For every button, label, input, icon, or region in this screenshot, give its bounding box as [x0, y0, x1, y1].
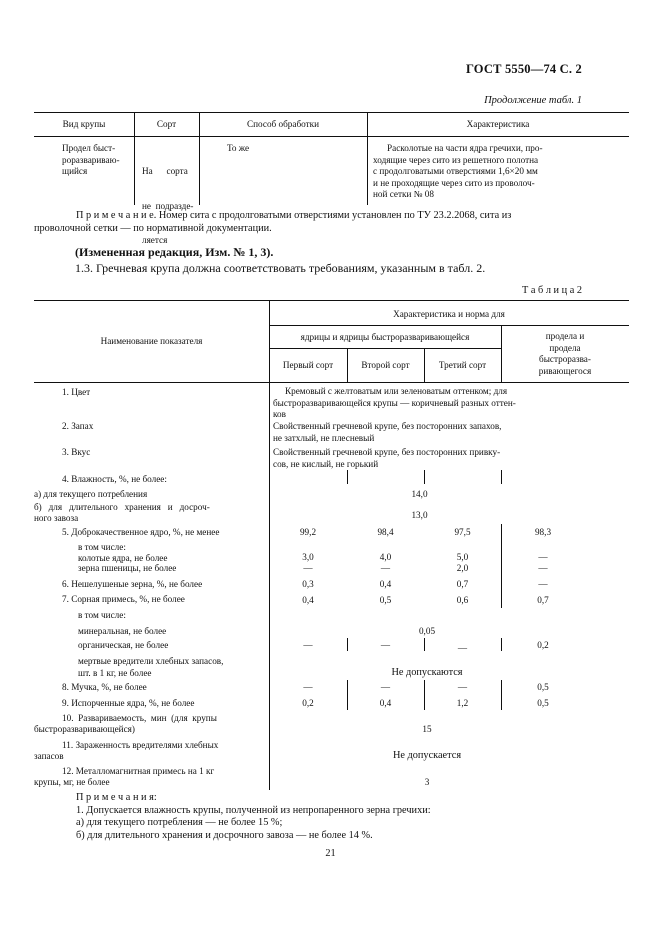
- t1-header-type: Вид крупы: [62, 119, 106, 129]
- t1-header-characteristic: Характеристика: [466, 119, 530, 129]
- row-value-moisture-a: 14,0: [411, 489, 428, 499]
- wheat-second: —: [380, 563, 391, 573]
- good-first: 99,2: [299, 527, 317, 537]
- row-name-including-2: в том числе:: [78, 610, 126, 620]
- wheat-first: —: [303, 563, 313, 573]
- good-third: 97,5: [454, 527, 471, 537]
- table2-caption: Т а б л и ц а 2: [522, 285, 582, 296]
- weed-first: 0,4: [302, 595, 314, 605]
- row-name-including: в том числе:: [78, 542, 126, 552]
- row-name-mineral: минеральная, не более: [78, 626, 167, 636]
- t2-header-indicator: Наименование показателя: [100, 336, 203, 346]
- row-name-metal-1: 12. Металломагнитная примесь на 1 кг: [62, 766, 215, 776]
- row-name-taste: 3. Вкус: [62, 447, 91, 457]
- row-name-pests-dead-2: шт. в 1 кг, не более: [78, 668, 152, 678]
- unhulled-prodel: —: [538, 579, 548, 589]
- split-prodel: —: [538, 552, 548, 562]
- t2-header-third: Третий сорт: [438, 360, 487, 370]
- revision-note: (Измененная редакция, Изм. № 1, 3).: [75, 245, 274, 259]
- row-value-smell: Свойственный гречневой крупе, без посторонних запахов, не затхлый, не плесневый: [273, 421, 502, 443]
- spoiled-third: 1,2: [456, 698, 469, 708]
- row-value-color: Кремовый с желтоватым или зеленоватым оттенком; для быстроразваривающейся крупы — коричневый разных оттен- ков: [273, 386, 516, 419]
- t1-header-grade: Сорт: [156, 119, 177, 129]
- organic-third: —: [457, 643, 468, 653]
- organic-prodel: 0,2: [537, 640, 549, 650]
- row-name-boil-2: быстроразваривающейся): [34, 724, 135, 734]
- split-first: 3,0: [302, 552, 314, 562]
- spoiled-first: 0,2: [302, 698, 314, 708]
- flour-first: —: [303, 682, 313, 692]
- unhulled-first: 0,3: [302, 579, 314, 589]
- t1-cell-grade: На сорта не подразде- ляется: [142, 166, 194, 245]
- weed-second: 0,5: [379, 595, 392, 605]
- t2-header-second: Второй сорт: [361, 360, 410, 370]
- unhulled-third: 0,7: [456, 579, 469, 589]
- row-name-organic: органическая, не более: [78, 640, 169, 650]
- table2-notes: П р и м е ч а н и я: 1. Допускается влажность крупы, полученной из непропаренного зерна гречихи: а) для текущего потребления — не более 15 %; б) для длительного хранения и досрочного завоза — не более 14 %.: [76, 792, 431, 841]
- row-name-spoiled: 9. Испорченные ядра, %, не более: [62, 698, 195, 708]
- metal-value: 3: [424, 777, 430, 787]
- flour-prodel: 0,5: [537, 682, 549, 692]
- row-name-infest-2: запасов: [34, 751, 64, 761]
- row-name-moisture-b1: б) для длительного хранения и досроч-: [34, 502, 210, 512]
- row-name-moisture: 4. Влажность, %, не более:: [62, 474, 167, 484]
- row-name-flour: 8. Мучка, %, не более: [62, 682, 147, 692]
- t2-header-first: Первый сорт: [282, 360, 334, 370]
- row-name-moisture-b2: ного завоза: [34, 513, 79, 523]
- split-second: 4,0: [379, 552, 392, 562]
- unhulled-second: 0,4: [379, 579, 392, 589]
- row-name-split: колотые ядра, не более: [78, 553, 168, 563]
- page-number: 21: [325, 848, 336, 859]
- flour-third: —: [457, 682, 468, 692]
- row-name-wheat: зерна пшеницы, не более: [78, 563, 177, 573]
- row-name-unhulled: 6. Нешелушеные зерна, %, не более: [62, 579, 203, 589]
- t2-header-kernel: ядрицы и ядрицы быстроразваривающейся: [300, 332, 470, 342]
- t2-header-prodel: продела и продела быстроразва- ривающегося: [538, 331, 592, 376]
- row-name-weed: 7. Сорная примесь, %, не более: [62, 594, 185, 604]
- row-value-taste: Свойственный гречневой крупе, без посторонних привку- сов, не кислый, не горький: [273, 447, 501, 469]
- row-value-moisture-b: 13,0: [411, 510, 428, 520]
- organic-first: —: [303, 640, 313, 650]
- row-name-pests-dead-1: мертвые вредители хлебных запасов,: [78, 656, 224, 666]
- row-name-good-kernel: 5. Доброкачественное ядро, %, не менее: [62, 527, 220, 537]
- flour-second: —: [380, 682, 391, 692]
- weed-third: 0,6: [456, 595, 469, 605]
- page-header-title: ГОСТ 5550—74 С. 2: [465, 62, 582, 76]
- clause-1-3: 1.3. Гречневая крупа должна соответствовать требованиям, указанным в табл. 2.: [75, 261, 486, 275]
- boil-value: 15: [422, 724, 432, 734]
- spoiled-prodel: 0,5: [537, 698, 549, 708]
- row-name-metal-2: крупы, мг, не более: [34, 777, 110, 787]
- table1-note: П р и м е ч а н и е. Номер сита с продолговатыми отверстиями установлен по ТУ 23.2.2068, сита из проволочной сетки — по нормативной документации.: [34, 210, 512, 234]
- wheat-third: 2,0: [456, 563, 469, 573]
- row-name-color: 1. Цвет: [62, 387, 91, 397]
- t1-header-method: Способ обработки: [247, 119, 319, 129]
- spoiled-second: 0,4: [379, 698, 392, 708]
- split-third: 5,0: [456, 552, 469, 562]
- organic-second: —: [380, 640, 391, 650]
- row-name-smell: 2. Запах: [62, 421, 94, 431]
- good-second: 98,4: [377, 527, 394, 537]
- infest-value: Не допускается: [392, 750, 462, 761]
- row-name-infest-1: 11. Зараженность вредителями хлебных: [62, 740, 219, 750]
- wheat-prodel: —: [538, 563, 548, 573]
- t2-header-group: Характеристика и норма для: [393, 309, 505, 319]
- t1-cell-characteristic: Расколотые на части ядра гречихи, про- ходящие через сито из решетного полотна с продолговатыми отверстиями 1,6×20 мм и не проходящие через сито из проволоч- ной сетки № 08: [373, 143, 543, 199]
- t1-cell-type: Продел быст- роразвариваю- щийся: [62, 143, 120, 176]
- good-prodel: 98,3: [534, 527, 552, 537]
- mineral-value: 0,05: [418, 626, 436, 636]
- pests-dead-value: Не допускаются: [391, 667, 463, 678]
- row-name-boil-1: 10. Развариваемость, мин (для крупы: [62, 713, 217, 723]
- table-continuation-label: Продолжение табл. 1: [484, 95, 582, 106]
- t1-cell-method: То же: [227, 143, 250, 153]
- weed-prodel: 0,7: [537, 595, 549, 605]
- row-name-moisture-a: а) для текущего потребления: [34, 489, 148, 499]
